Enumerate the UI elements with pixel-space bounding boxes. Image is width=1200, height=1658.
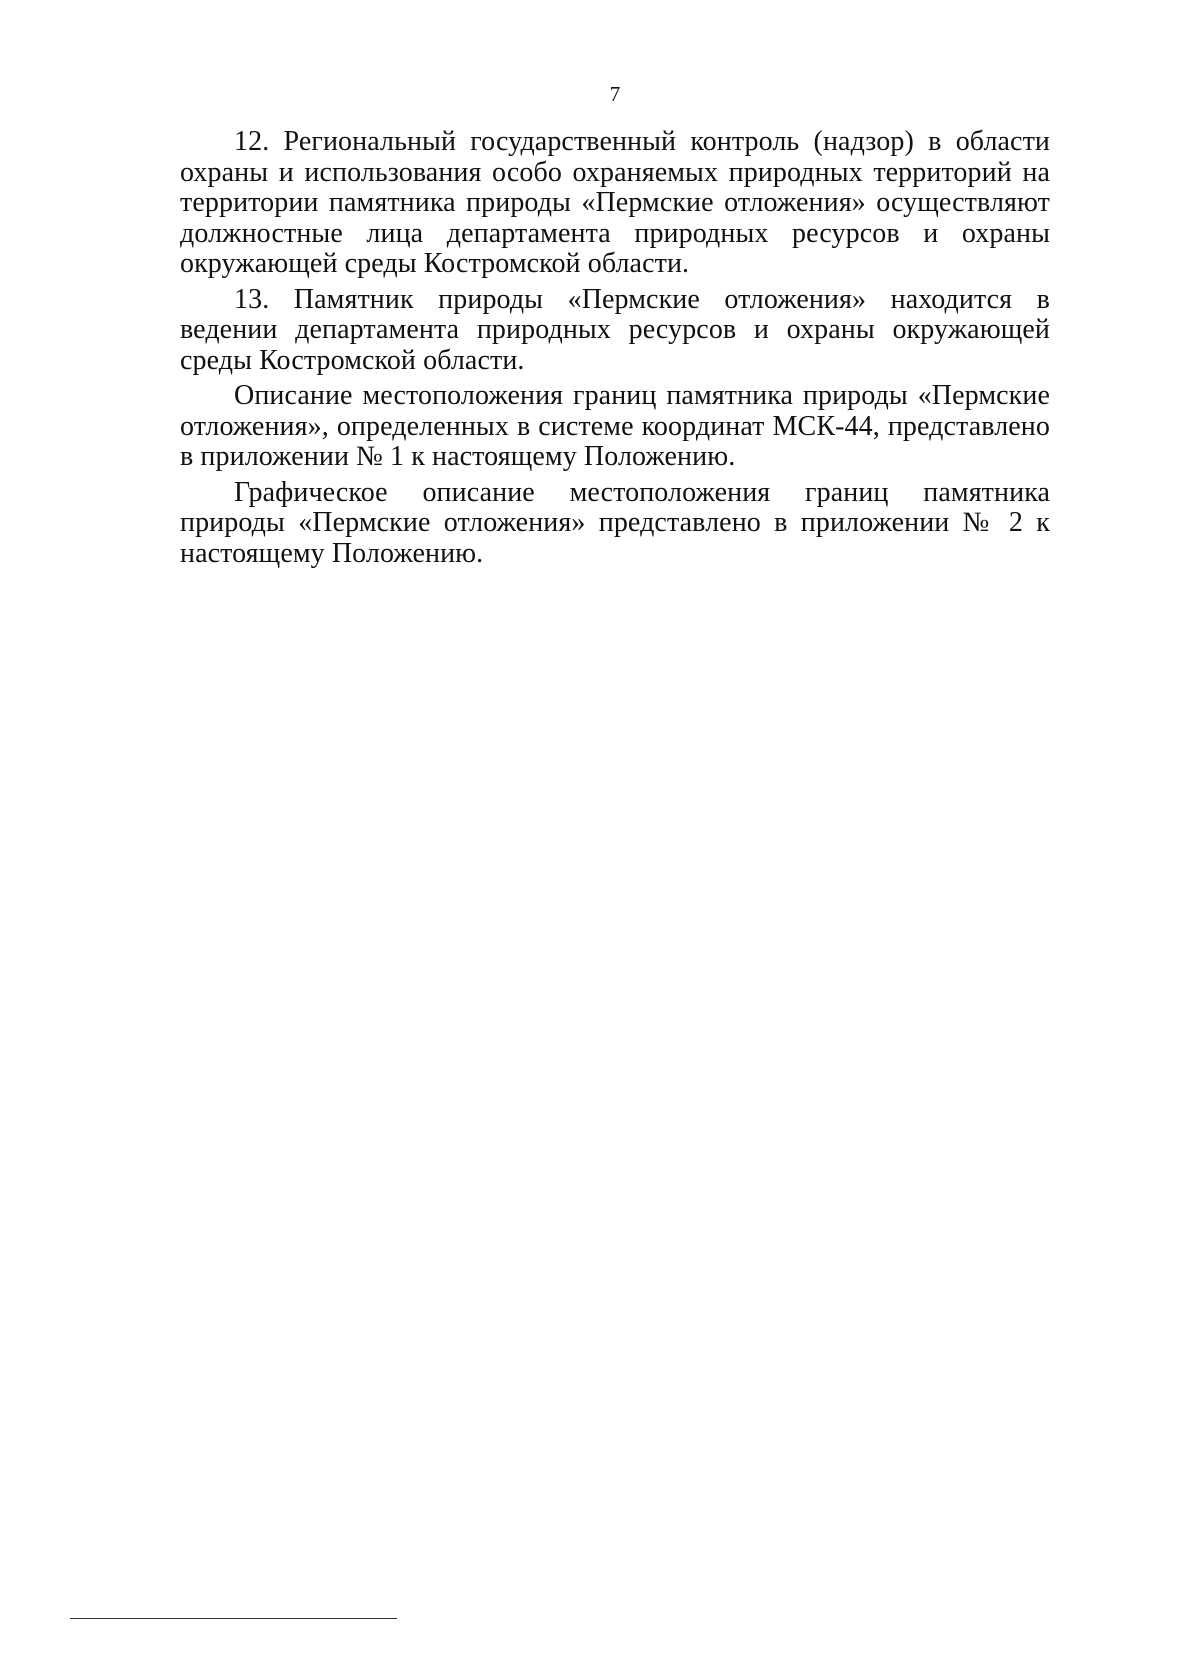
paragraph-13: 13. Памятник природы «Пермские отложения» находится в ведении департамента природных ресурсов и охраны окружающей среды Костромской области. [180, 283, 1050, 376]
document-body [180, 127, 1050, 574]
paragraph-graphic-description: Графическое описание местоположения границ памятника природы «Пермские отложения» представлено в приложении № 2 к настоящему Положению. [180, 476, 1050, 569]
footer-divider [70, 1618, 397, 1619]
paragraph-12: 12. Региональный государственный контроль (надзор) в области охраны и использования особо охраняемых природных территорий на территории памятника природы «Пермские отложения» осуществляют должностные лица департамента природных ресурсов и охраны окружающей среды Костромской области. [180, 126, 1050, 279]
paragraph-boundary-description: Описание местоположения границ памятника природы «Пермские отложения», определенных в системе координат МСК-44, представлено в приложении № 1 к настоящему Положению. [180, 380, 1050, 472]
page-number: 7 [609, 82, 621, 106]
